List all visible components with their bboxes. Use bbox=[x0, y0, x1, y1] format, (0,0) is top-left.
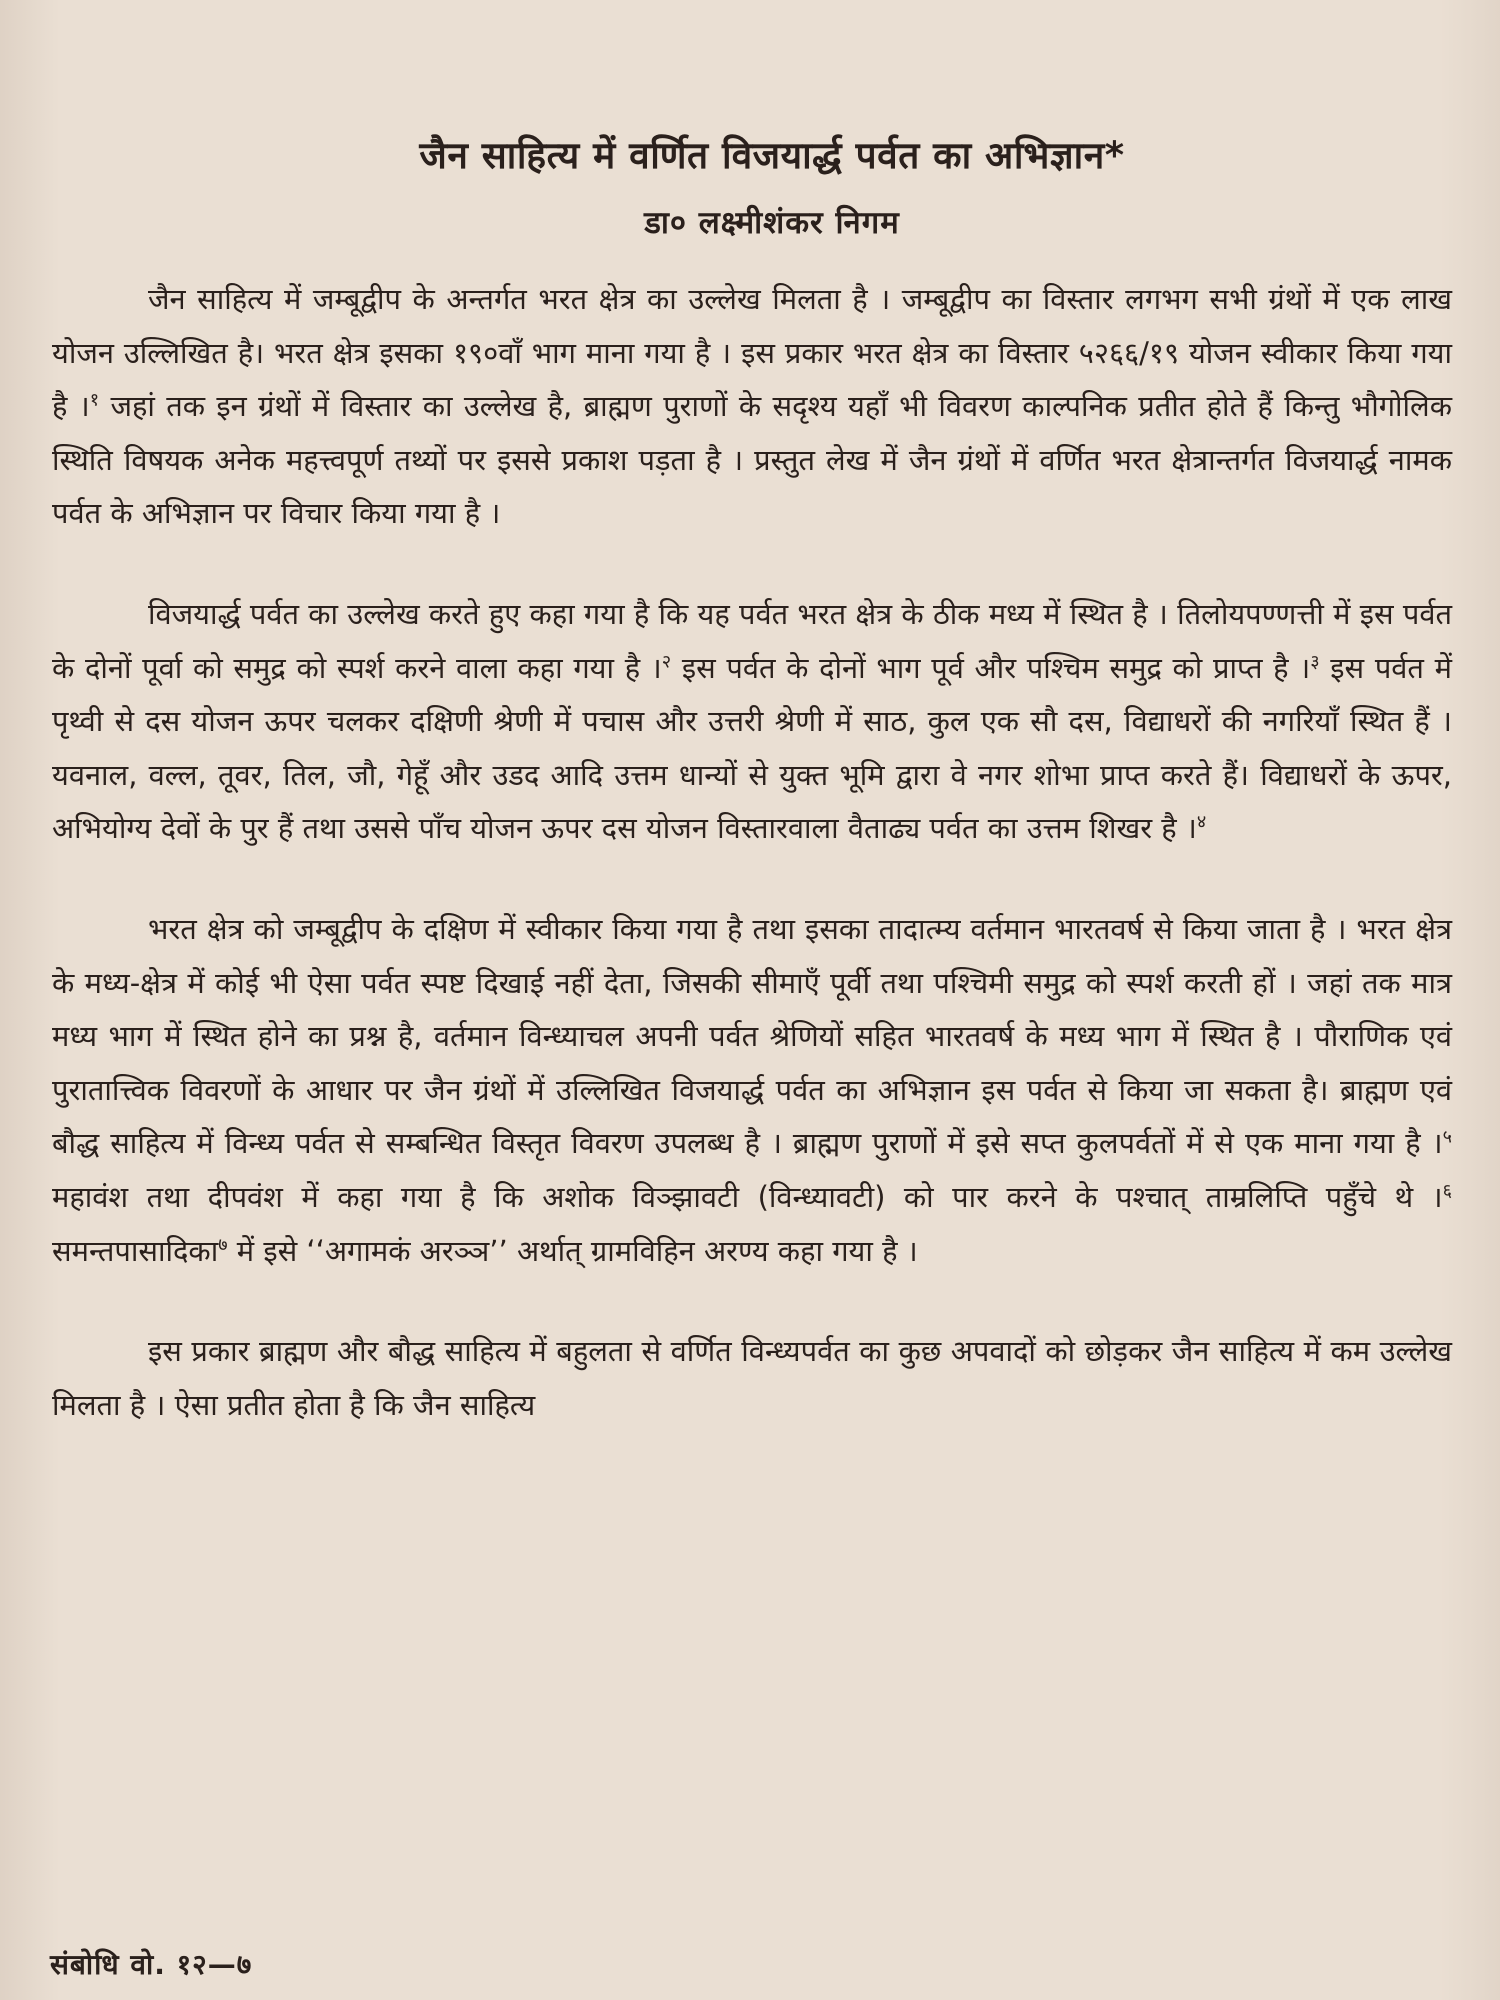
footnote-marker: १ bbox=[89, 389, 100, 411]
paragraph-text: इस प्रकार ब्राह्मण और बौद्ध साहित्य में बहुलता से वर्णित विन्ध्यपर्वत का कुछ अपवादों को छोड़कर जैन साहित्य में कम उल्लेख मिलता है । ऐसा प्रतीत होता है कि जैन साहित्य bbox=[52, 1334, 1452, 1422]
paragraph-text: जहां तक इन ग्रंथों में विस्तार का उल्लेख है, ब्राह्मण पुराणों के सदृश्य यहाँ भी विवरण काल्पनिक प्रतीत होते हैं किन्तु भौगोलिक स्थिति विषयक अनेक महत्त्वपूर्ण तथ्यों पर इससे प्रकाश पड़ता है । प्रस्तुत लेख में जैन ग्रंथों में वर्णित भरत क्षेत्रान्तर्गत विजयार्द्ध नामक पर्वत के अभिज्ञान पर विचार किया गया है । bbox=[52, 389, 1452, 531]
paragraph bbox=[52, 903, 1452, 1278]
article-title: जैन साहित्य में वर्णित विजयार्द्ध पर्वत का अभिज्ञान* bbox=[419, 134, 1125, 177]
paragraph-text: भरत क्षेत्र को जम्बूद्वीप के दक्षिण में स्वीकार किया गया है तथा इसका तादात्म्य वर्तमान भारतवर्ष से किया जाता है । भरत क्षेत्र के मध्य-क्षेत्र में कोई भी ऐसा पर्वत स्पष्ट दिखाई नहीं देता, जिसकी सीमाएँ पूर्वी तथा पश्चिमी समुद्र को स्पर्श करती हों । जहां तक मात्र मध्य भाग में स्थित होने का प्रश्न है, वर्तमान विन्ध्याचल अपनी पर्वत श्रेणियों सहित भारतवर्ष के मध्य भाग में स्थित है । पौराणिक एवं पुरातात्त्विक विवरणों के आधार पर जैन ग्रंथों में उल्लिखित विजयार्द्ध पर्वत का अभिज्ञान इस पर्वत से किया जा सकता है। ब्राह्मण एवं बौद्ध साहित्य में विन्ध्य पर्वत से सम्बन्धित विस्तृत विवरण उपलब्ध है । ब्राह्मण पुराणों में इसे सप्त कुलपर्वतों में से एक माना गया है । bbox=[52, 911, 1452, 1161]
paragraph-text: विजयार्द्ध पर्वत का उल्लेख करते हुए कहा गया है कि यह पर्वत भरत क्षेत्र के ठीक मध्य में स्थित है । तिलोयपण्णत्ती में इस पर्वत के दोनों पूर्वा को समुद्र को स्पर्श करने वाला कहा गया है । bbox=[52, 596, 1452, 685]
paragraph-text: इस पर्वत के दोनों भाग पूर्व और पश्चिम समुद्र को प्राप्त है । bbox=[671, 650, 1311, 685]
footnote-marker: ५ bbox=[1442, 1126, 1452, 1148]
paragraph-text: जैन साहित्य में जम्बूद्वीप के अन्तर्गत भरत क्षेत्र का उल्लेख मिलता है । जम्बूद्वीप का विस्तार लगभग सभी ग्रंथों में एक लाख योजन उल्लिखित है। भरत क्षेत्र इसका १९०वाँ भाग माना गया है । इस प्रकार भरत क्षेत्र का विस्तार ५२६६/१९ योजन स्वीकार किया गया है । bbox=[52, 282, 1452, 424]
paragraph-text: में इसे ‘‘अगामकं अरञ्ञ’’ अर्थात् ग्रामविहिन अरण्य कहा गया है । bbox=[227, 1233, 918, 1268]
footnote-marker: ६ bbox=[1442, 1180, 1452, 1202]
paragraph bbox=[52, 273, 1452, 541]
paragraph-text: इस पर्वत में पृथ्वी से दस योजन ऊपर चलकर दक्षिणी श्रेणी में पचास और उत्तरी श्रेणी में साठ, कुल एक सौ दस, विद्याधरों की नगरियाँ स्थित हैं । यवनाल, वल्ल, तूवर, तिल, जौ, गेहूँ और उडद आदि उत्तम धान्यों से युक्त भूमि द्वारा वे नगर शोभा प्राप्त करते हैं। विद्याधरों के ऊपर, अभियोग्य देवों के पुर हैं तथा उससे पाँच योजन ऊपर दस योजन विस्तारवाला वैताढ्य पर्वत का उत्तम शिखर है । bbox=[52, 650, 1452, 846]
footnote-marker: ४ bbox=[1196, 811, 1207, 833]
article-body bbox=[52, 273, 1452, 1432]
paragraph bbox=[52, 1325, 1452, 1432]
article-author: डा० लक्ष्मीशंकर निगम bbox=[644, 205, 900, 241]
paragraph-text: महावंश तथा दीपवंश में कहा गया है कि अशोक विञ्झावटी (विन्ध्यावटी) को पार करने के पश्चात् ताम्रलिप्ति पहुँचे थे । bbox=[52, 1179, 1443, 1214]
footnote-marker: ३ bbox=[1310, 650, 1320, 672]
page-footer: संबोधि वो. १२—७ bbox=[50, 1948, 253, 1981]
footnote-marker: २ bbox=[661, 650, 672, 672]
paragraph bbox=[52, 588, 1452, 856]
paragraph-text: समन्तपासादिका bbox=[52, 1233, 219, 1268]
footnote-marker: ७ bbox=[218, 1233, 228, 1255]
